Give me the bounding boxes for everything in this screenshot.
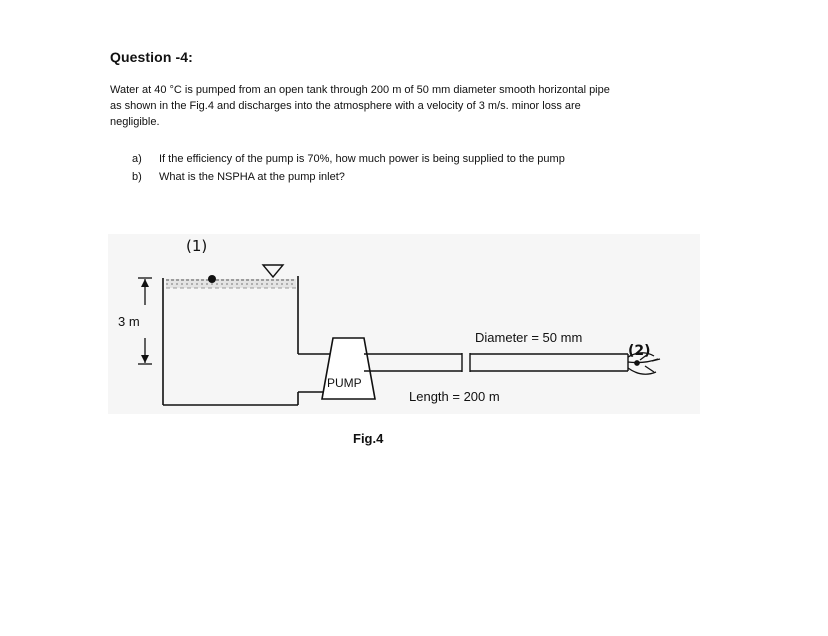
question-part-text: What is the NSPHA at the pump inlet?	[159, 171, 345, 183]
point-1-dot	[208, 275, 216, 283]
list-marker: a)	[132, 153, 142, 165]
figure-caption: Fig.4	[353, 431, 384, 446]
figure-background	[108, 234, 700, 414]
list-marker: b)	[132, 171, 142, 183]
question-body-line: as shown in the Fig.4 and discharges into the atmosphere with a velocity of 3 m/s. minor loss are	[110, 100, 581, 112]
question-body-line: negligible.	[110, 116, 160, 128]
length-label: Length = 200 m	[409, 389, 500, 404]
height-label: 3 m	[118, 314, 140, 329]
question-part-text: If the efficiency of the pump is 70%, how much power is being supplied to the pump	[159, 153, 565, 165]
water-surface	[166, 279, 296, 288]
point-2-label: (2)	[628, 343, 651, 359]
question-title: Question -4:	[110, 49, 193, 65]
question-body-line: Water at 40 °C is pumped from an open tank through 200 m of 50 mm diameter smooth horizontal pipe	[110, 84, 610, 96]
pump-label: PUMP	[327, 376, 362, 390]
point-1-label: (1)	[186, 237, 208, 255]
diameter-label: Diameter = 50 mm	[475, 330, 583, 345]
